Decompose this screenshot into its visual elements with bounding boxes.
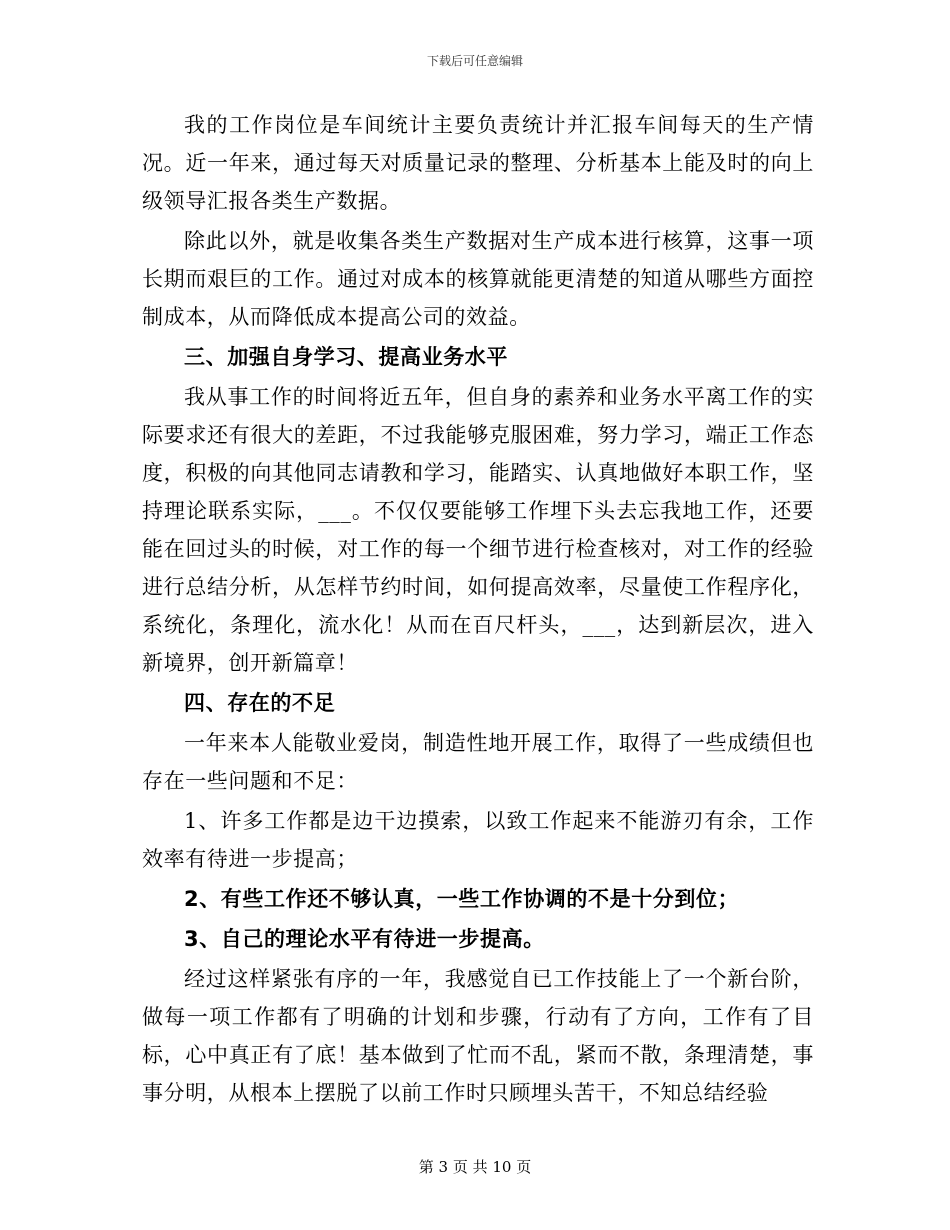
section-heading-4: 四、存在的不足	[184, 691, 336, 715]
document-body	[142, 106, 814, 1114]
paragraph-10: 经过这样紧张有序的一年，我感觉自已工作技能上了一个新台阶，做每一项工作都有了明确的计划和步骤，行动有了方向，工作有了目标，心中真正有了底！基本做到了忙而不乱，紧而不散，条理清楚，事事分明，从根本上摆脱了以前工作时只顾埋头苦干，不知总结经验	[142, 967, 814, 1105]
list-item-3: 3、自己的理论水平有待进一步提高。	[184, 927, 545, 951]
paragraph-4: 我从事工作的时间将近五年，但自身的素养和业务水平离工作的实际要求还有很大的差距，不过我能够克服困难，努力学习，端正工作态度，积极的向其他同志请教和学习，能踏实、认真地做好本职工作，坚持理论联系实际，___。不仅仅要能够工作埋下头去忘我地工作，还要能在回过头的时候，对工作的每一个细节进行检查核对，对工作的经验进行总结分析，从怎样节约时间，如何提高效率，尽量使工作程序化，系统化，条理化，流水化！从而在百尺杆头，___，达到新层次，进入新境界，创开新篇章！	[142, 385, 814, 675]
page-header-note: 下载后可任意编辑	[426, 54, 523, 68]
section-heading-3: 三、加强自身学习、提高业务水平	[184, 345, 508, 369]
list-item-2: 2、有些工作还不够认真，一些工作协调的不是十分到位；	[184, 887, 740, 911]
page-number-footer: 第 3 页 共 10 页	[418, 1158, 532, 1176]
paragraph-1: 我的工作岗位是车间统计主要负责统计并汇报车间每天的生产情况。近一年来，通过每天对质量记录的整理、分析基本上能及时的向上级领导汇报各类生产数据。	[142, 113, 814, 213]
list-item-1: 1、许多工作都是边干边摸索，以致工作起来不能游刃有余，工作效率有待进一步提高；	[142, 809, 814, 871]
paragraph-2: 除此以外，就是收集各类生产数据对生产成本进行核算，这事一项长期而艰巨的工作。通过对成本的核算就能更清楚的知道从哪些方面控制成本，从而降低成本提高公司的效益。	[142, 229, 814, 329]
paragraph-6: 一年来本人能敬业爱岗，制造性地开展工作，取得了一些成绩但也存在一些问题和不足：	[142, 731, 814, 793]
